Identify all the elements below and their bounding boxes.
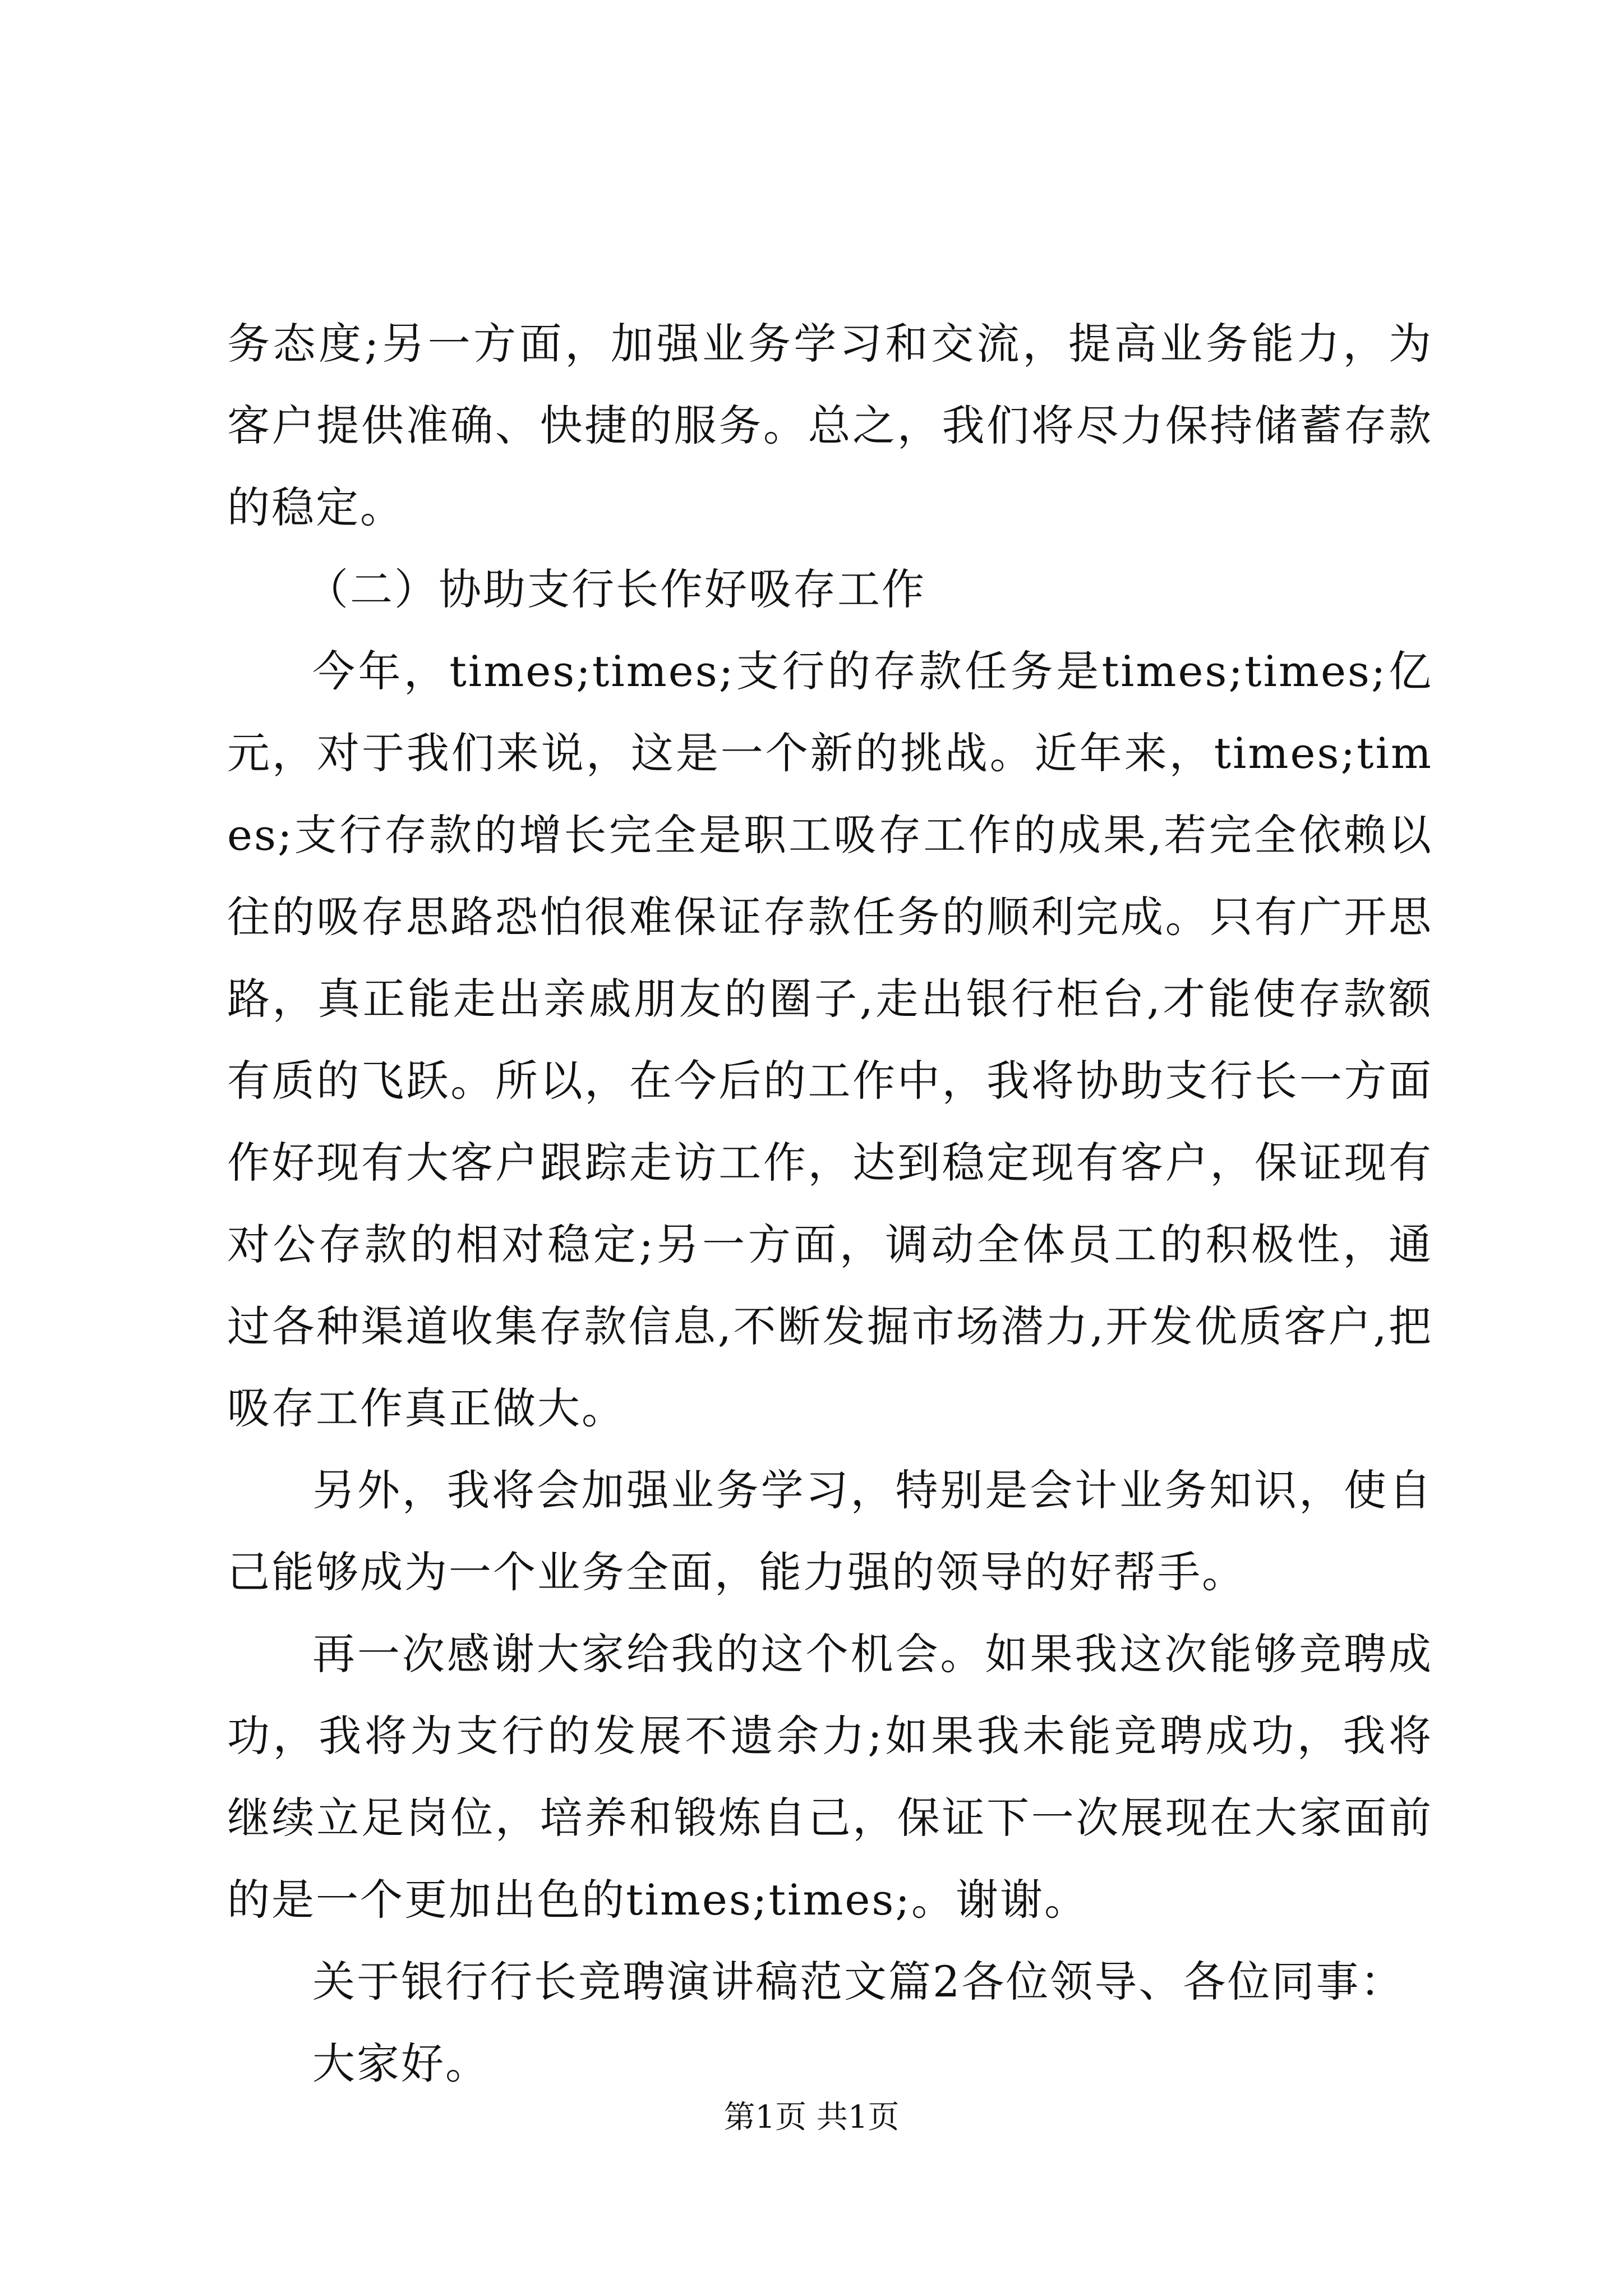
paragraph-greeting: 大家好。 (312, 2039, 490, 2088)
paragraph-study: 另外，我将会加强业务学习，特别是会计业务知识，使自己能够成为一个业务全面，能力强的领导的好帮手。 (227, 1465, 1433, 1597)
paragraph-deposit-work: 今年，times;times;支行的存款任务是times;times;亿元，对于我们来说，这是一个新的挑战。近年来，times;times;支行存款的增长完全是职工吸存工作的成果,若完全依赖以往的吸存思路恐怕很难保证存款任务的顺利完成。只有广开思路，真正能走出亲戚朋友的圈子,走出银行柜台,才能使存款额有质的飞跃。所以，在今后的工作中，我将协助支行长一方面作好现有大客户跟踪走访工作，达到稳定现有客户，保证现有对公存款的相对稳定;另一方面，调动全体员工的积极性，通过各种渠道收集存款信息,不断发掘市场潜力,开发优质客户,把吸存工作真正做大。 (227, 646, 1433, 1433)
paragraph-speech-title: 关于银行行长竞聘演讲稿范文篇2各位领导、各位同事： (312, 1957, 1405, 2007)
section-heading: （二）协助支行长作好吸存工作 (306, 564, 926, 614)
page-footer: 第1页 共1页 (723, 2099, 900, 2136)
paragraph-thanks: 再一次感谢大家给我的这个机会。如果我这次能够竞聘成功，我将为支行的发展不遗余力;如果我未能竞聘成功，我将继续立足岗位，培养和锻炼自己，保证下一次展现在大家面前的是一个更加出色的times;times;。谢谢。 (227, 1629, 1433, 1925)
paragraph-continuation: 务态度;另一方面，加强业务学习和交流，提高业务能力，为客户提供准确、快捷的服务。总之，我们将尽力保持储蓄存款的稳定。 (227, 319, 1433, 532)
document-body (227, 303, 1433, 2105)
